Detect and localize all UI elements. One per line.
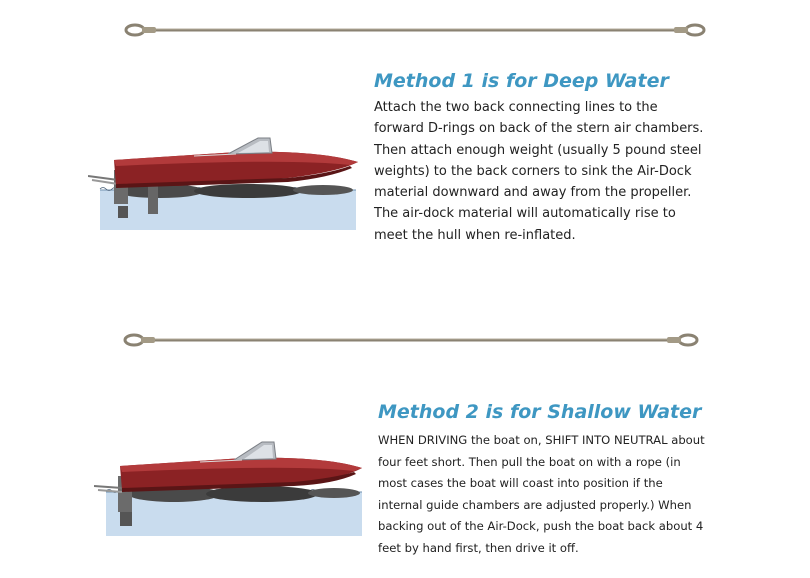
- text-line: meet the hull when re-inflated.: [374, 227, 576, 243]
- method-2-description: [378, 430, 705, 559]
- text-line: weights) to the back corners to sink the Air-Dock: [374, 163, 692, 179]
- text-line: four feet short. Then pull the boat on with a rope (in: [378, 454, 681, 469]
- text-line: most cases the boat will coast into position if the: [378, 476, 663, 490]
- rope-divider-icon: [122, 18, 708, 42]
- text-line: internal guide chambers are adjusted properly.) When: [378, 497, 692, 512]
- text-line: Then attach enough weight (usually 5 pound steel: [374, 142, 702, 158]
- text-line: WHEN DRIVING the boat on, SHIFT INTO NEUTRAL about: [378, 433, 705, 447]
- method-1-description: [374, 97, 703, 246]
- rope-divider-icon: [121, 328, 701, 352]
- text-line: feet by hand first, then drive it off.: [378, 540, 579, 555]
- text-line: The air-dock material will automatically rise to: [374, 206, 676, 222]
- text-line: backing out of the Air-Dock, push the boat back about 4: [378, 519, 704, 533]
- method-1-heading: Method 1 is for Deep Water: [374, 70, 669, 92]
- text-line: material downward and away from the propeller.: [374, 185, 692, 201]
- boat-on-air-dock-icon: [94, 436, 366, 540]
- boat-on-air-dock-icon: [88, 128, 360, 232]
- text-line: forward D-rings on back of the stern air chambers.: [374, 121, 704, 137]
- text-line: Attach the two back connecting lines to the: [374, 100, 658, 115]
- method-2-heading: Method 2 is for Shallow Water: [378, 401, 702, 423]
